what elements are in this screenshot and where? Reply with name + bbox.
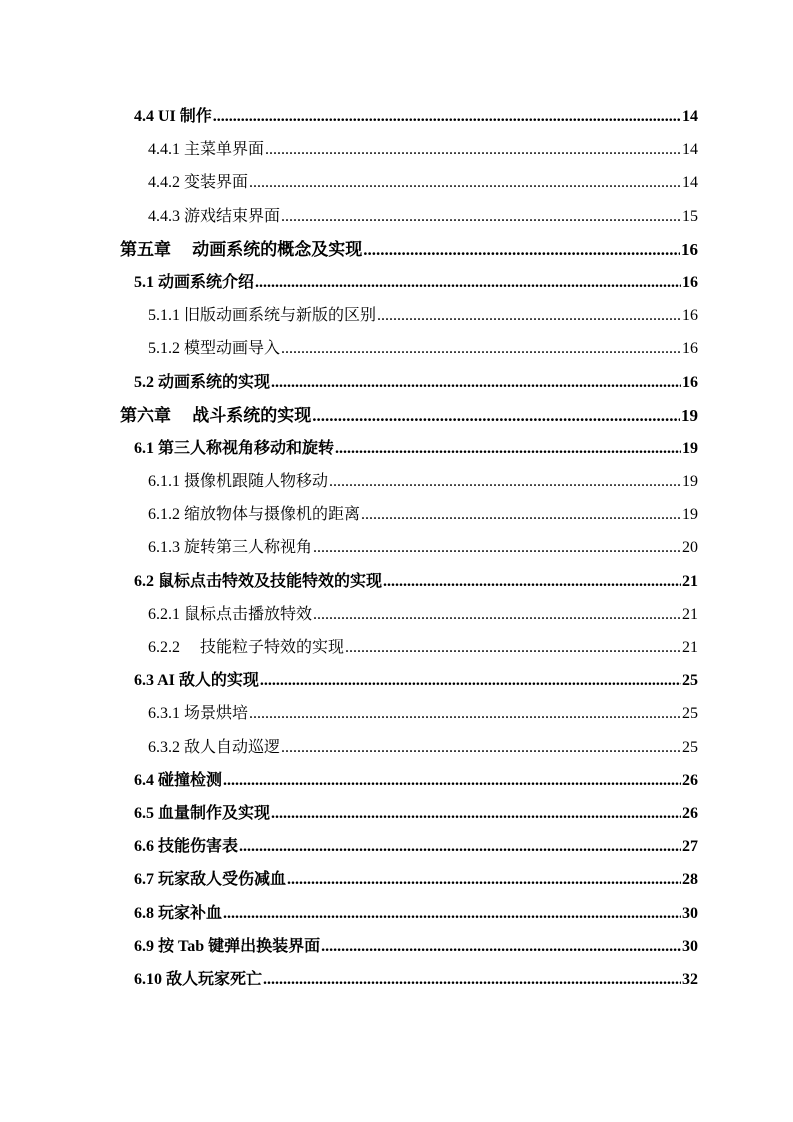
- toc-dot-leader: [281, 200, 681, 233]
- toc-entry[interactable]: [0, 498, 793, 531]
- toc-entry-title: 6.2.1 鼠标点击播放特效: [148, 605, 313, 623]
- toc-dot-leader: [345, 631, 681, 664]
- toc-entry-title: 6.6 技能伤害表: [134, 838, 239, 856]
- toc-entry[interactable]: [0, 432, 793, 465]
- toc-entry-title: 6.2 鼠标点击特效及技能特效的实现: [134, 572, 383, 590]
- toc-entry[interactable]: [0, 565, 793, 598]
- toc-entry-page-number: 30: [682, 904, 698, 922]
- toc-entry-title: 5.1.1 旧版动画系统与新版的区别: [148, 307, 377, 325]
- toc-entry-page-number: 26: [682, 804, 698, 822]
- toc-entry[interactable]: [0, 266, 793, 299]
- toc-dot-leader: [249, 166, 681, 199]
- toc-dot-leader: [213, 100, 681, 133]
- toc-entry-page-number: 28: [682, 871, 698, 889]
- toc-entry[interactable]: [0, 631, 793, 664]
- toc-entry[interactable]: [0, 930, 793, 963]
- toc-entry[interactable]: [0, 399, 793, 432]
- toc-entry[interactable]: [0, 731, 793, 764]
- toc-dot-leader: [287, 863, 681, 896]
- toc-entry-title: 6.7 玩家敌人受伤减血: [134, 871, 287, 889]
- toc-entry[interactable]: [0, 897, 793, 930]
- toc-dot-leader: [223, 764, 681, 797]
- toc-dot-leader: [260, 664, 681, 697]
- toc-entry-page-number: 16: [682, 307, 698, 325]
- toc-dot-leader: [312, 399, 680, 432]
- toc-entry[interactable]: [0, 531, 793, 564]
- toc-dot-leader: [223, 897, 681, 930]
- toc-entry-page-number: 19: [682, 506, 698, 524]
- toc-entry[interactable]: [0, 830, 793, 863]
- toc-entry-title: 6.3 AI 敌人的实现: [134, 672, 259, 690]
- toc-dot-leader: [271, 797, 681, 830]
- toc-entry[interactable]: [0, 200, 793, 233]
- toc-entry-title: 5.2 动画系统的实现: [134, 373, 271, 391]
- toc-entry-title: 6.1.1 摄像机跟随人物移动: [148, 473, 329, 491]
- toc-entry-title: 4.4.3 游戏结束界面: [148, 207, 281, 225]
- toc-entry[interactable]: [0, 366, 793, 399]
- toc-entry-page-number: 19: [682, 439, 698, 457]
- toc-entry-title: 6.10 敌人玩家死亡: [134, 970, 263, 988]
- toc-dot-leader: [313, 598, 681, 631]
- toc-entry-title: 5.1 动画系统介绍: [134, 273, 255, 291]
- toc-entry-title: 6.5 血量制作及实现: [134, 804, 271, 822]
- toc-entry-title: 6.2.2 技能粒子特效的实现: [148, 639, 345, 656]
- toc-dot-leader: [265, 133, 681, 166]
- toc-dot-leader: [321, 930, 681, 963]
- toc-entry-title: 第六章 战斗系统的实现: [120, 405, 312, 425]
- toc-entry[interactable]: [0, 133, 793, 166]
- toc-entry-page-number: 14: [682, 141, 698, 159]
- toc-entry[interactable]: [0, 797, 793, 830]
- toc-entry-title: 4.4.2 变装界面: [148, 174, 249, 192]
- toc-entry-page-number: 25: [682, 738, 698, 756]
- toc-entry-title: 第五章 动画系统的概念及实现: [120, 239, 363, 259]
- toc-dot-leader: [383, 565, 681, 598]
- toc-entry[interactable]: [0, 299, 793, 332]
- toc-dot-leader: [281, 731, 681, 764]
- toc-entry[interactable]: [0, 465, 793, 498]
- toc-dot-leader: [249, 697, 681, 730]
- toc-entry-page-number: 14: [682, 174, 698, 192]
- toc-entry-page-number: 19: [681, 405, 698, 425]
- toc-entry-title: 4.4.1 主菜单界面: [148, 141, 265, 159]
- toc-dot-leader: [377, 299, 681, 332]
- toc-entry-title: 6.1.3 旋转第三人称视角: [148, 539, 313, 557]
- toc-entry-page-number: 26: [682, 771, 698, 789]
- toc-dot-leader: [255, 266, 681, 299]
- toc-entry[interactable]: [0, 100, 793, 133]
- toc-entry-page-number: 16: [682, 340, 698, 358]
- toc-entry-title: 6.8 玩家补血: [134, 904, 223, 922]
- toc-entry[interactable]: [0, 166, 793, 199]
- toc-entry-page-number: 20: [682, 539, 698, 557]
- toc-entry-title: 5.1.2 模型动画导入: [148, 340, 281, 358]
- toc-entry-page-number: 25: [682, 672, 698, 690]
- toc-entry-page-number: 21: [682, 639, 698, 656]
- toc-dot-leader: [335, 432, 681, 465]
- toc-entry-page-number: 27: [682, 838, 698, 856]
- toc-dot-leader: [239, 830, 681, 863]
- toc-entry-page-number: 32: [682, 970, 698, 988]
- toc-entry[interactable]: [0, 598, 793, 631]
- toc-dot-leader: [329, 465, 681, 498]
- toc-entry[interactable]: [0, 764, 793, 797]
- toc-dot-leader: [361, 498, 681, 531]
- toc-dot-leader: [263, 963, 681, 996]
- table-of-contents: [0, 100, 793, 996]
- toc-entry[interactable]: [0, 697, 793, 730]
- toc-entry-title: 6.3.2 敌人自动巡逻: [148, 738, 281, 756]
- toc-entry-page-number: 21: [682, 605, 698, 623]
- toc-entry-page-number: 25: [682, 705, 698, 723]
- toc-dot-leader: [313, 531, 681, 564]
- toc-entry-page-number: 15: [682, 207, 698, 225]
- toc-entry-title: 6.1.2 缩放物体与摄像机的距离: [148, 506, 361, 524]
- toc-entry-page-number: 21: [682, 572, 698, 590]
- toc-entry[interactable]: [0, 863, 793, 896]
- toc-entry-title: 4.4 UI 制作: [134, 108, 212, 125]
- toc-entry-page-number: 19: [682, 473, 698, 491]
- toc-entry[interactable]: [0, 233, 793, 266]
- toc-dot-leader: [363, 233, 680, 266]
- toc-dot-leader: [281, 332, 681, 365]
- toc-entry-page-number: 14: [682, 108, 698, 125]
- toc-entry-page-number: 30: [682, 937, 698, 955]
- toc-entry-title: 6.4 碰撞检测: [134, 771, 223, 789]
- toc-entry[interactable]: [0, 664, 793, 697]
- toc-entry-page-number: 16: [682, 273, 698, 291]
- toc-dot-leader: [271, 366, 681, 399]
- toc-entry-page-number: 16: [682, 373, 698, 391]
- toc-entry-title: 6.3.1 场景烘培: [148, 705, 249, 723]
- toc-entry-title: 6.9 按 Tab 键弹出换装界面: [134, 937, 321, 955]
- toc-entry-page-number: 16: [681, 239, 698, 259]
- toc-entry[interactable]: [0, 332, 793, 365]
- toc-entry[interactable]: [0, 963, 793, 996]
- toc-entry-title: 6.1 第三人称视角移动和旋转: [134, 439, 335, 457]
